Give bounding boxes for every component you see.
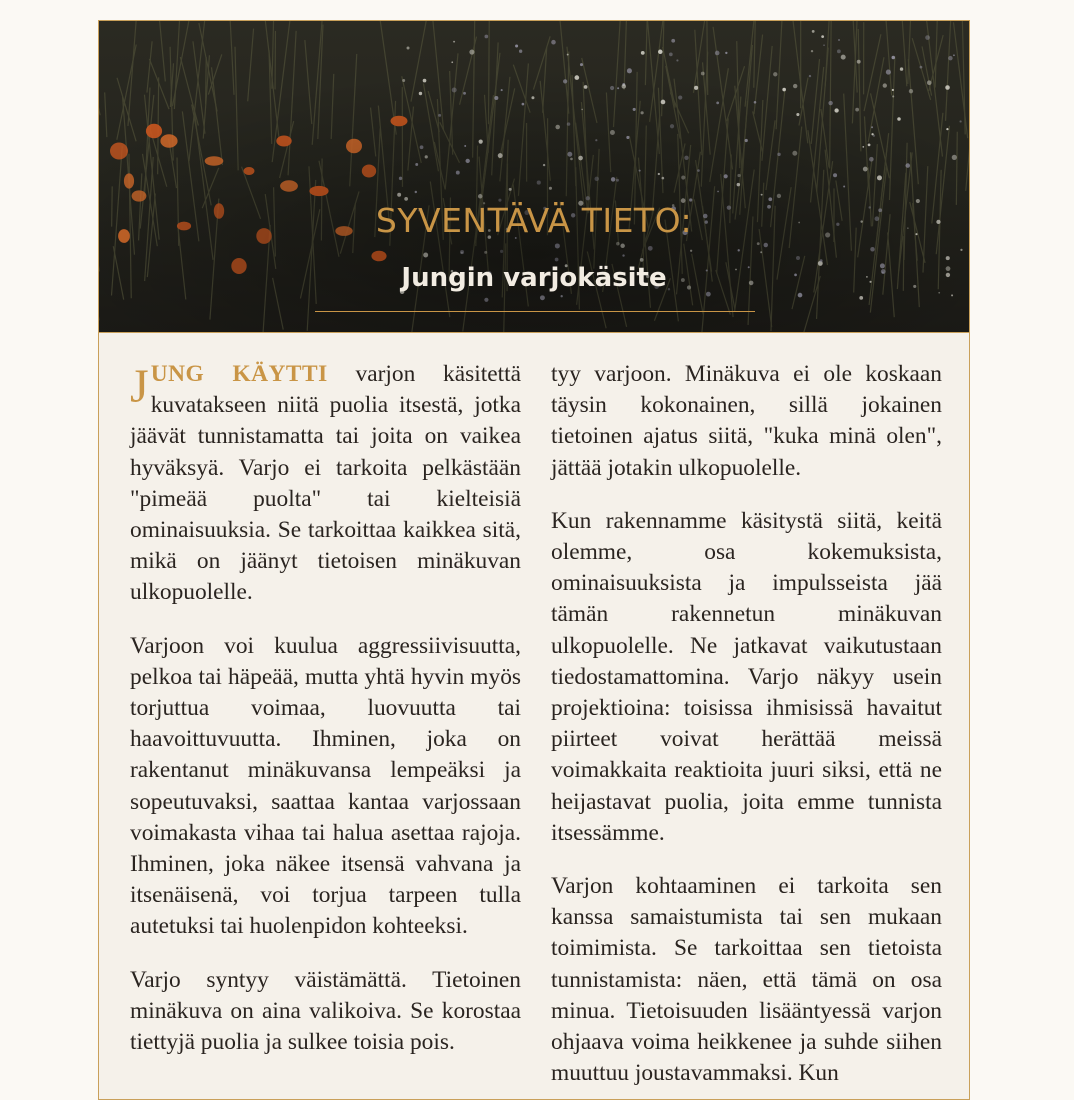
paragraph: Varjo syntyy väistämättä. Tietoinen minäkuva on aina valikoiva. Se korostaa tiettyjä puolia ja sulkee toisia pois. — [130, 965, 521, 1059]
article-card — [98, 20, 970, 1100]
column-right — [551, 359, 942, 1100]
paragraph: Kun rakennamme käsitystä siitä, keitä olemme, osa kokemuksista, ominaisuuksista ja impulsseista jää tämän rakennetun minäkuvan ulkopuolelle. Ne jatkavat vaikutustaan tiedostamattomina. Varjo näkyy usein projektioina: toisissa ihmisissä havaitut piirteet voivat herättää meissä voimakkaita reaktioita juuri siksi, että ne heijastavat puolia, joita emme tunnista itsessämme. — [551, 506, 942, 849]
paragraph-text: varjon käsitettä kuvatakseen niitä puolia itsestä, jotka jäävät tunnistamatta tai joita on vaikea hyväksyä. Varjo ei tarkoita pelkästään "pimeää puolta" tai kielteisiä ominaisuuksia. Se tarkoittaa kaikkea sitä, mikä on jäänyt tietoisen minäkuvan ulkopuolelle. — [130, 361, 521, 605]
paragraph: Varjon kohtaaminen ei tarkoita sen kanssa samaistumista tai sen mukaan toimimista. Se tarkoittaa sen tietoista tunnistamista: näen, että tämä on osa minua. Tietoisuuden lisääntyessä varjon ohjaava voima heikkenee ja suhde siihen muuttuu joustavammaksi. Kun — [551, 871, 942, 1089]
column-left — [130, 359, 521, 1100]
paragraph: Varjoon voi kuulua aggressiivisuutta, pelkoa tai häpeää, mutta yhtä hyvin myös torjuttua voimaa, luovuutta tai haavoittuvuutta. Ihminen, joka on rakentanut minäkuvansa lempeäksi ja sopeutuvaksi, saattaa kantaa varjossaan voimakasta vihaa tai halua asettaa rajoja. Ihminen, joka näkee itsensä vahvana ja itsenäisenä, voi torjua tarpeen tulla autetuksi tai huolenpidon kohteeksi. — [130, 631, 521, 943]
drop-cap: J — [130, 365, 149, 409]
title-divider — [315, 311, 755, 312]
page-subtitle: Jungin varjokäsite — [99, 263, 969, 293]
paragraph — [130, 359, 521, 609]
page-title: SYVENTÄVÄ TIETO: — [99, 201, 969, 240]
header-banner — [99, 21, 969, 333]
lead-in: UNG KÄYTTI — [151, 361, 328, 387]
article-body — [130, 359, 942, 1100]
paragraph: tyy varjoon. Minäkuva ei ole koskaan täysin kokonainen, sillä jokainen tietoinen ajatus siitä, "kuka minä olen", jättää jotakin ulkopuolelle. — [551, 359, 942, 484]
